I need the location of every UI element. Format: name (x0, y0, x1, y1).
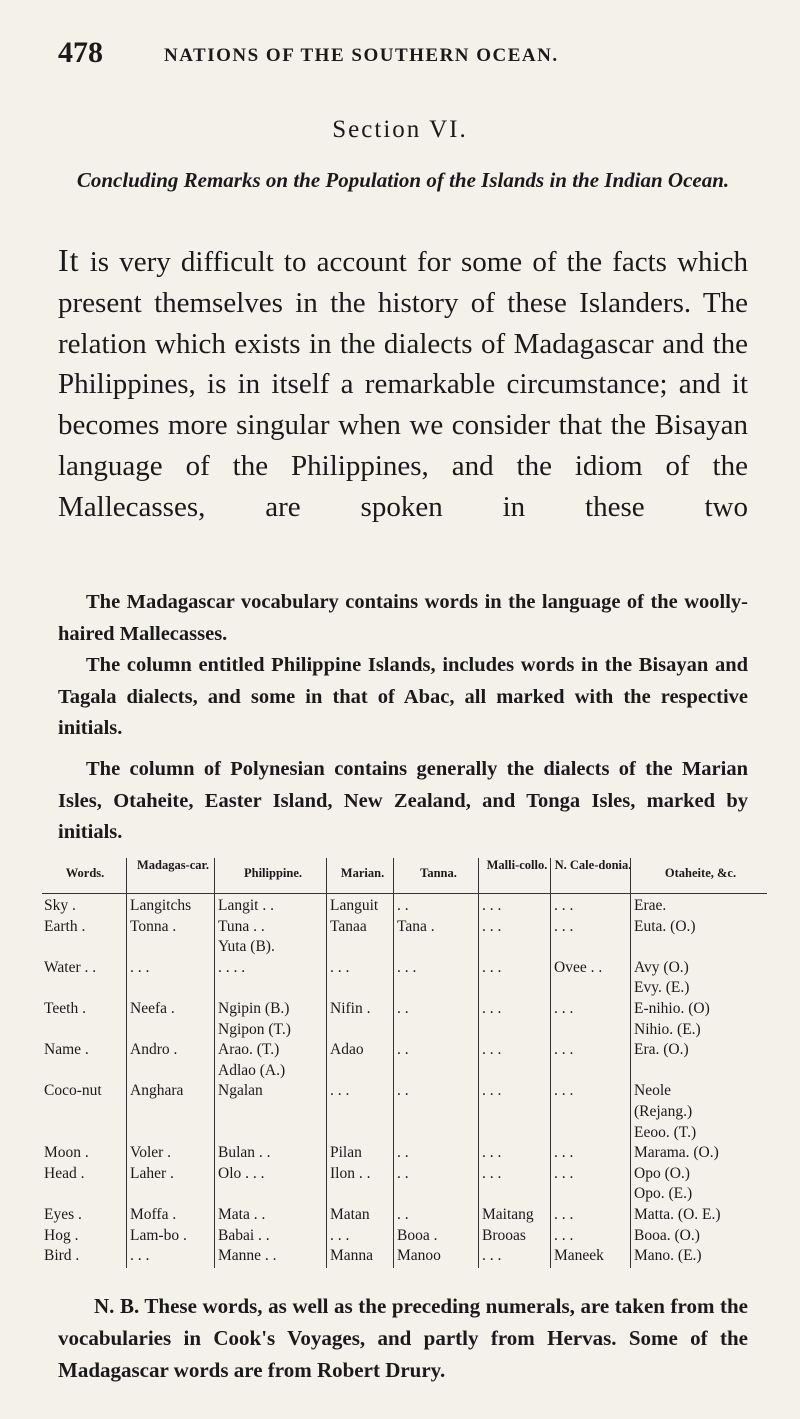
vocab-cell: Era. (O.) (634, 1041, 689, 1059)
vocab-cell: Lam-bo . (130, 1226, 187, 1244)
vocab-cell: . . . (482, 1041, 502, 1059)
note-madagascar: The Madagascar vocabulary contains words in the language of the woolly-haired Mallecasses. (58, 591, 748, 645)
vocab-cell: Laher . (130, 1164, 174, 1182)
vocab-cell: Olo . . . (218, 1164, 265, 1182)
vocab-cell: Langit . . (218, 897, 274, 914)
vocab-cell: (Rejang.) (634, 1103, 693, 1120)
vocab-row (42, 1081, 767, 1102)
vocab-cell: . . . (554, 1082, 574, 1100)
vocab-cell: Maneek (554, 1247, 604, 1265)
running-head (58, 36, 748, 76)
vocab-cell: Moffa . (130, 1206, 177, 1223)
vocab-header-3: Marian. (340, 866, 385, 880)
vocab-cell: Ovee . . (554, 958, 603, 976)
vocab-row (42, 1143, 767, 1164)
vocab-row (42, 1102, 767, 1123)
vocab-cell: Ngipon (T.) (218, 1020, 291, 1038)
vocab-cell: . . (397, 1041, 409, 1059)
vocab-cell: . . . (554, 1041, 574, 1059)
vocab-cell: Hog . (44, 1226, 79, 1244)
vocab-cell: Neefa . (130, 1000, 175, 1017)
vocab-header-2: Philippine. (243, 866, 302, 880)
vocab-cell: . . . (482, 1000, 502, 1017)
vocab-header-4: Tanna. (420, 866, 457, 880)
vocab-cell: Opo. (E.) (634, 1185, 693, 1203)
nb-note: N. B. These words, as well as the preceding numerals, are taken from the vocabularies in Cook's Voyages, and partly from Hervas. Some of the Madagascar words are from Robert Drury. (58, 1294, 748, 1382)
vocab-cell: . . . (554, 1000, 574, 1017)
vocab-cell: Booa . (397, 1226, 438, 1244)
vocab-header-1: Madagas-car. (136, 858, 210, 872)
section-title: Section VI. (332, 116, 468, 143)
vocab-cell: . . . (482, 897, 502, 914)
vocab-cell: Manne . . (218, 1247, 277, 1265)
vocab-row (42, 978, 767, 999)
vocab-row (42, 937, 767, 958)
vocab-row (42, 958, 767, 979)
vocab-cell: Neole (634, 1082, 672, 1100)
vocab-cell: . . . (482, 1247, 502, 1265)
vocab-cell: Eyes . (44, 1206, 82, 1223)
vocab-cell: . . . (330, 1226, 350, 1244)
vocab-row (42, 1123, 767, 1144)
vocab-cell: Sky . (44, 897, 76, 914)
vocab-cell: Erae. (634, 897, 667, 914)
vocab-cell: Evy. (E.) (634, 979, 690, 997)
vocab-cell: Mano. (E.) (634, 1247, 702, 1265)
vocab-cell: Adao (330, 1041, 364, 1059)
vocab-cell: Bird . (44, 1247, 80, 1265)
vocab-cell: . . (397, 1164, 409, 1182)
vocab-cell: Adlao (A.) (218, 1061, 286, 1079)
note-polynesian: The column of Polynesian contains generally the dialects of the Marian Isles, Otaheite, Easter Island, New Zealand, and Tonga Isles, marked by initials. (58, 758, 748, 843)
paragraph-lead: It (58, 242, 80, 278)
page-number: 478 (58, 36, 103, 69)
vocab-cell: Name . (44, 1041, 89, 1059)
note-philippine: The column entitled Philippine Islands, includes words in the Bisayan and Tagala dialects, and some in that of Abac, all marked with the respective initials. (58, 654, 748, 739)
vocab-cell: Pilan (330, 1144, 362, 1162)
vocab-cell: . . (397, 897, 409, 914)
vocab-cell: . . (397, 1206, 409, 1223)
vocab-header-5: Malli-collo. (486, 858, 548, 872)
vocab-cell: Matan (330, 1206, 370, 1223)
vocab-cell: Nifin . (330, 1000, 371, 1017)
vocab-cell: . . . (554, 1206, 574, 1223)
vocab-cell: Avy (O.) (634, 958, 689, 976)
vocab-cell: Eeoo. (T.) (634, 1123, 697, 1141)
vocab-row (42, 1040, 767, 1061)
vocab-cell: . . . (397, 958, 417, 976)
vocab-cell: . . (397, 1144, 409, 1162)
vocab-cell: . . . (482, 1082, 502, 1100)
vocab-cell: Earth . (44, 917, 86, 935)
vocab-row (42, 1020, 767, 1041)
vocab-cell: Coco-nut (44, 1082, 102, 1100)
vocab-cell: Babai . . (218, 1226, 270, 1244)
vocab-cell: Ilon . . (330, 1164, 371, 1182)
vocab-row (42, 1205, 767, 1226)
vocab-cell: Water . . (44, 958, 97, 976)
vocab-row (42, 1061, 767, 1082)
vocab-cell: . . (397, 1082, 409, 1100)
vocab-header-0: Words. (65, 866, 105, 880)
vocab-row (42, 999, 767, 1020)
vocab-cell: . . . (482, 917, 502, 935)
vocab-cell: . . . (482, 958, 502, 976)
vocab-cell: Anghara (130, 1082, 184, 1100)
vocab-cell: . . . (330, 958, 350, 976)
vocabulary-table (42, 858, 767, 1268)
vocab-cell: Matta. (O. E.) (634, 1206, 721, 1223)
vocab-row (42, 917, 767, 938)
vocab-cell: Head . (44, 1164, 85, 1182)
vocab-cell: Bulan . . (218, 1144, 271, 1162)
vocab-cell: Yuta (B). (218, 938, 275, 956)
vocab-cell: Opo (O.) (634, 1164, 690, 1182)
vocab-cell: Manoo (397, 1247, 441, 1265)
vocab-cell: . . . (130, 958, 150, 976)
vocab-header-6: N. Cale-donia. (554, 858, 632, 872)
vocab-cell: Andro . (130, 1041, 178, 1059)
vocab-row (42, 1246, 767, 1267)
vocab-cell: Tanaa (330, 917, 367, 935)
vocab-cell: Euta. (O.) (634, 917, 696, 935)
vocab-cell: Voler . (130, 1144, 172, 1162)
vocab-cell: Marama. (O.) (634, 1144, 719, 1162)
vocab-cell: Tuna . . (218, 917, 265, 935)
vocab-cell: Teeth . (44, 1000, 86, 1017)
vocab-cell: Tana . (397, 917, 435, 935)
vocab-cell: Tonna . (130, 917, 177, 935)
vocab-cell: Ngalan (218, 1082, 263, 1100)
vocab-cell: . . . . (218, 958, 246, 976)
vocab-row (42, 896, 767, 917)
vocab-cell: Moon . (44, 1144, 89, 1162)
vocab-row (42, 1184, 767, 1205)
vocab-cell: . . . (554, 917, 574, 935)
vocab-cell: . . . (554, 1226, 574, 1244)
vocab-cell: . . . (482, 1144, 502, 1162)
vocab-cell: . . . (482, 1164, 502, 1182)
section-subtitle: Concluding Remarks on the Population of the Islands in the Indian Ocean. (76, 168, 730, 192)
vocab-row (42, 1164, 767, 1185)
vocab-cell: Mata . . (218, 1206, 266, 1223)
paragraph-text: is very difficult to account for some of the facts which present themselves in the history of these Islanders. The relation which exists in the dialects of Madagascar and the Philippines, is in itself a remarkable circumstance; and it becomes more singular when we consider that the Bisayan language of the Philippines, and the idiom of the Mallecasses, are spoken in these two (58, 246, 748, 523)
vocab-cell: . . . (330, 1082, 350, 1100)
vocab-cell: Ngipin (B.) (218, 1000, 290, 1017)
vocab-cell: Brooas (482, 1226, 526, 1244)
vocab-cell: Nihio. (E.) (634, 1020, 701, 1038)
vocab-cell: Arao. (T.) (218, 1041, 280, 1059)
vocab-cell: Maitang (482, 1206, 534, 1223)
vocab-cell: . . . (554, 897, 574, 914)
vocab-cell: Langitchs (130, 897, 192, 914)
vocab-cell: Languit (330, 897, 379, 914)
vocab-cell: E-nihio. (O) (634, 1000, 710, 1017)
body-paragraph (58, 240, 748, 528)
vocab-cell: . . (397, 1000, 409, 1017)
vocab-cell: Booa. (O.) (634, 1226, 700, 1244)
vocab-header-rule (42, 893, 767, 894)
running-title: NATIONS OF THE SOUTHERN OCEAN. (164, 45, 559, 66)
vocab-header-7: Otaheite, &c. (664, 866, 737, 880)
vocab-cell: . . . (554, 1144, 574, 1162)
vocab-row (42, 1226, 767, 1247)
vocab-cell: . . . (554, 1164, 574, 1182)
vocab-cell: Manna (330, 1247, 374, 1265)
vocab-cell: . . . (130, 1247, 150, 1265)
